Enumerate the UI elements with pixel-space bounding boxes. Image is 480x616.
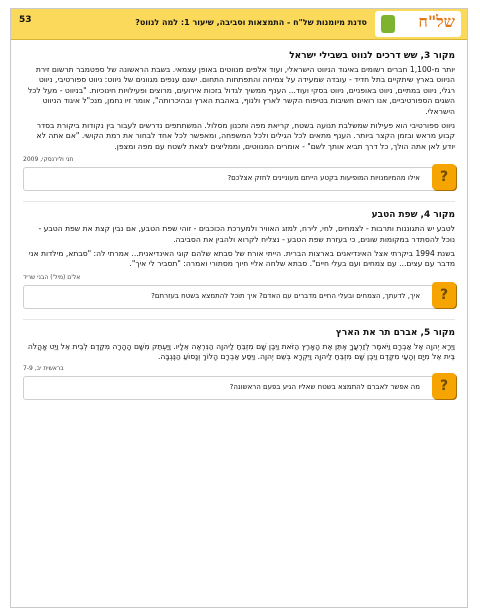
divider bbox=[23, 319, 455, 320]
page-header bbox=[11, 9, 467, 40]
question-text: איך, לדעתך, הצמחים ובעלי החיים מדברים עם האדם? איך תוכל להתמצא בשטח בעזרתם? bbox=[151, 291, 420, 300]
source-citation: בראשית יב, 7-9 bbox=[23, 364, 64, 372]
paragraph: ניווט ספורטיבי הוא פעילות שמשלבת תנועה בשטח, קריאת מפה ותכנון מסלול. המשתתפים נדרשים לעבור בין נקודות ביקורת בסדר קבוע מראש ובזמן הקצר ביותר. הענף מתאים לכל הגילים ולכל המשפחה, ומאפשר לכל אחד לבחור את רמת הקושי. "אם אתה לא יודע לאן אתה הולך, כל דרך תביא אותך לשם" - אומרים המנווטים, וממליצים לצאת לשטח עם מפה ומצפן. bbox=[36, 121, 455, 151]
header-title: סדנת מיומנות של"ח - התמצאות וסביבה, שיעור 1: למה לנווט? bbox=[135, 18, 367, 27]
question-text: מה אפשר לאברם להתמצא בשטח שאליו הגיע בפעם הראשונה? bbox=[229, 382, 420, 391]
section-source-4 bbox=[23, 210, 455, 309]
page-frame bbox=[10, 8, 468, 608]
section-source-5 bbox=[23, 328, 455, 400]
question-box bbox=[23, 167, 455, 191]
source-citation: אל'ם (מיל') הבני שריד bbox=[23, 273, 81, 281]
question-icon: ? bbox=[432, 164, 456, 190]
content bbox=[23, 51, 455, 410]
question-box bbox=[23, 285, 455, 309]
question-icon: ? bbox=[432, 282, 456, 308]
divider bbox=[23, 201, 455, 202]
paragraph: יותר מ-1,100 חברים רשומים באיגוד הניווט הישראלי, ועוד אלפים מנווטים באופן עצמאי. בשבת הראשונה של ספטמבר תרשום זירת הניווט בארץ שיתקיים בתל חדיד - עובדה שמעידה על צמיחה והתפתחות התחום. ישנם ענפים מגוונים של ניווט: ניווט ספורטיבי, ניווט רגלי, ניווט במתיים, ניווט באופניים, ניווט בסקי ועוד... הענף ממשיך לגדול בזכות אירועים, מרוצים ופעילויות חינוכיות. "בניווט - מעל לכל השגים הספורטיביים, אנו רואים חשיבות בטיפוח הקשר לארץ ולנוף, באהבת הארץ ובהיכרותה", אומר זיו נחמן, מנכ"ל איגוד הניווט הישראלי. bbox=[28, 65, 455, 116]
shelach-logo bbox=[375, 11, 461, 37]
paragraph: בשנת 1994 ביקרתי אצל האינדיאנים בארצות הברית. הייתי אורח של סבתא שלהם קוגי האינדיאנית... אמרתי לה: "סבתא, מילדות אני מדבר עם עצים... עם צמחים ועם בעלי חיים". סבתא שלחה אליי חיוך מסתורי ואמרה: "תסביר לי איך". bbox=[28, 249, 455, 269]
section-title: מקור 5, אברם תר את הארץ bbox=[335, 327, 455, 338]
section-source-3 bbox=[23, 51, 455, 191]
section-title: מקור 3, שש דרכים לנווט בשבילי ישראל bbox=[289, 51, 455, 61]
page-number: 53 bbox=[19, 15, 32, 25]
question-text: אילו מהמיומנויות המופיעות בקטע הייתם מעוניינים לחזק אצלכם? bbox=[227, 174, 420, 183]
bible-quote: וַיֵּרָא יְהוָה אֶל אַבְרָם וַיֹּאמֶר לְזַרְעֲךָ אֶתֵּן אֶת הָאָרֶץ הַזֹּאת וַיִּבֶן שָׁם מִזְבֵּחַ לַיהוָה הַנִּרְאֶה אֵלָיו. וַיַּעְתֵּק מִשָּׁם הָהָרָה מִקֶּדֶם לְבֵית אֵל וַיֵּט אָהֳלֹה בֵּית אֵל מִיָּם וְהָעַי מִקֶּדֶם וַיִּבֶן שָׁם מִזְבֵּחַ לַיהוָה וַיִּקְרָא בְּשֵׁם יְהוָה. וַיִּסַּע אַבְרָם הָלוֹךְ וְנָסוֹעַ הַנֶּגְבָּה. bbox=[27, 341, 455, 362]
logo-mark-icon bbox=[381, 15, 395, 33]
section-title: מקור 4, שפת הטבע bbox=[371, 210, 455, 221]
source-citation: חגי ולירנסקי, 2009 bbox=[23, 156, 74, 164]
question-box bbox=[23, 376, 455, 400]
logo-text: של"ח bbox=[418, 12, 455, 31]
question-icon: ? bbox=[432, 373, 456, 399]
paragraph: לטבע יש התגוננות ותרבות - לצמחים, לחי, לירח, למזג האוויר ולמערכת הכוכבים - זוהי שפת הטבע, אם נבין קצת את שפת הטבע - נוכל להסתדר במקומות שונים, כי בעזרת שפת הטבע - נצליח לקרוא ולהבין את הסביבה. bbox=[38, 224, 455, 244]
